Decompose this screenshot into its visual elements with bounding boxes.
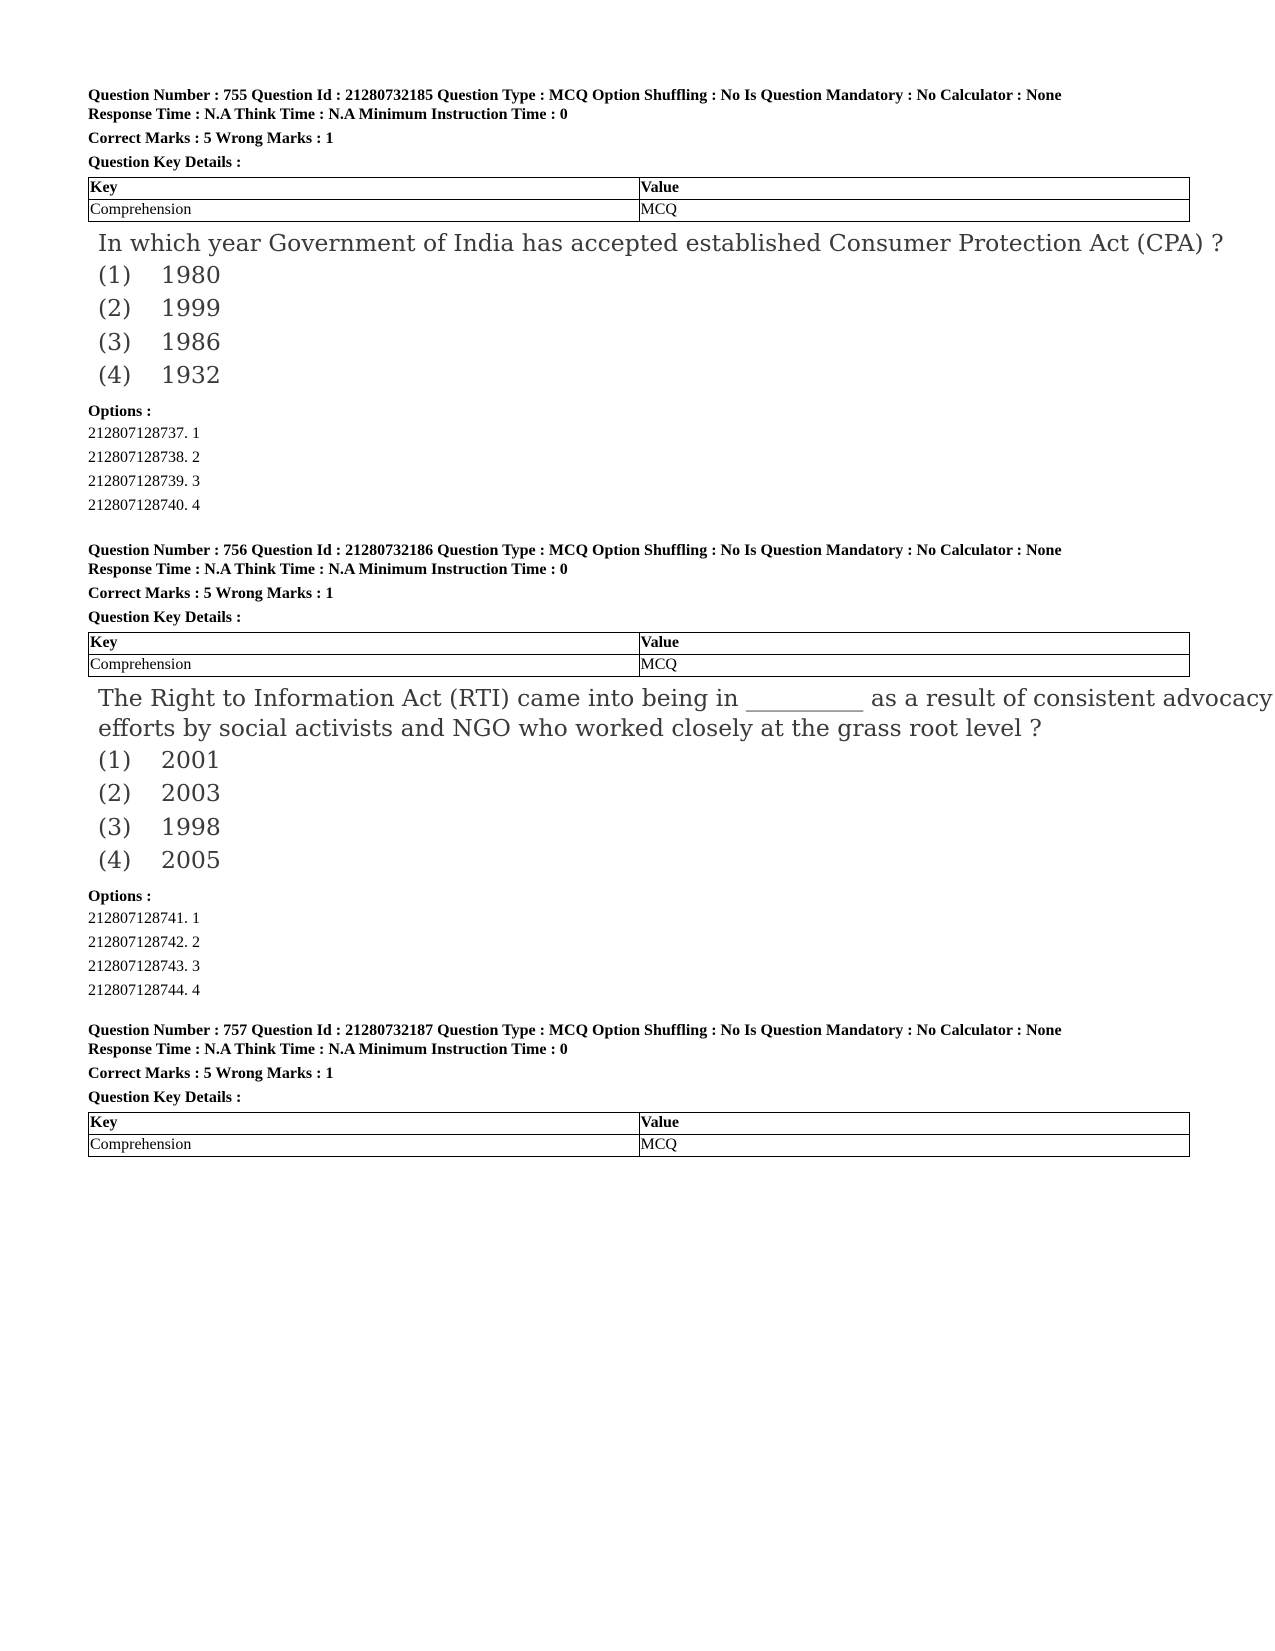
value-header: Value — [639, 178, 1190, 200]
question-meta-line-1: Question Number : 755 Question Id : 21280732185 Question Type : MCQ Option Shuffling : No Is Question Mandatory : No Calculator : None — [88, 87, 1062, 104]
choice-number: (3) — [98, 812, 132, 841]
table-row — [89, 655, 1190, 677]
option-id: 212807128737. 1 — [88, 425, 200, 442]
question-stem: In which year Government of India has accepted established Consumer Protection Act (CPA) ? — [98, 229, 1224, 257]
key-cell: Comprehension — [89, 1135, 640, 1157]
choice-text: 2005 — [161, 846, 221, 875]
question-meta — [88, 86, 1190, 124]
table-row — [89, 1135, 1190, 1157]
question-meta-line-2: Response Time : N.A Think Time : N.A Minimum Instruction Time : 0 — [88, 561, 568, 578]
question-meta — [88, 1021, 1190, 1059]
question-meta-line-2: Response Time : N.A Think Time : N.A Minimum Instruction Time : 0 — [88, 106, 568, 123]
question-image — [88, 683, 1273, 877]
option-id: 212807128741. 1 — [88, 910, 200, 927]
key-header: Key — [89, 178, 640, 200]
question-block-756 — [88, 541, 1273, 1003]
value-cell: MCQ — [639, 1135, 1190, 1157]
choice-1 — [98, 743, 1190, 777]
choice-number: (4) — [98, 846, 132, 875]
option-id: 212807128738. 2 — [88, 449, 200, 466]
choice-number: (1) — [98, 745, 132, 774]
choice-2 — [98, 292, 1190, 326]
choice-number: (3) — [98, 327, 132, 356]
choice-1 — [98, 258, 1190, 292]
key-details-label: Question Key Details : — [88, 154, 242, 171]
choice-4 — [98, 359, 1190, 393]
choice-number: (4) — [98, 361, 132, 390]
choice-text: 1932 — [161, 361, 221, 390]
question-image — [88, 228, 1224, 392]
table-header-row — [89, 633, 1190, 655]
option-id: 212807128739. 3 — [88, 473, 200, 490]
options-label: Options : — [88, 888, 152, 905]
question-meta — [88, 541, 1190, 579]
choice-3 — [98, 810, 1190, 844]
value-cell: MCQ — [639, 200, 1190, 222]
question-meta-line-1: Question Number : 757 Question Id : 21280732187 Question Type : MCQ Option Shuffling : No Is Question Mandatory : No Calculator : None — [88, 1022, 1062, 1039]
key-cell: Comprehension — [89, 200, 640, 222]
question-block-755 — [88, 86, 1224, 518]
value-cell: MCQ — [639, 655, 1190, 677]
choice-3 — [98, 325, 1190, 359]
choice-number: (1) — [98, 260, 132, 289]
question-meta-line-1: Question Number : 756 Question Id : 21280732186 Question Type : MCQ Option Shuffling : No Is Question Mandatory : No Calculator : None — [88, 542, 1062, 559]
key-details-table — [88, 177, 1190, 222]
marks-line: Correct Marks : 5 Wrong Marks : 1 — [88, 585, 334, 602]
choice-text: 1999 — [161, 294, 221, 323]
choice-4 — [98, 844, 1190, 878]
option-id: 212807128742. 2 — [88, 934, 200, 951]
key-header: Key — [89, 1113, 640, 1135]
choice-2 — [98, 777, 1190, 811]
key-cell: Comprehension — [89, 655, 640, 677]
question-stem-line-2: efforts by social activists and NGO who worked closely at the grass root level ? — [98, 714, 1042, 742]
choice-text: 2003 — [161, 779, 221, 808]
table-header-row — [89, 178, 1190, 200]
value-header: Value — [639, 633, 1190, 655]
choice-text: 1998 — [161, 812, 221, 841]
key-details-table — [88, 1112, 1190, 1157]
marks-line: Correct Marks : 5 Wrong Marks : 1 — [88, 130, 334, 147]
table-header-row — [89, 1113, 1190, 1135]
choice-text: 2001 — [161, 745, 221, 774]
table-row — [89, 200, 1190, 222]
marks-line: Correct Marks : 5 Wrong Marks : 1 — [88, 1065, 334, 1082]
option-id: 212807128740. 4 — [88, 497, 200, 514]
choice-text: 1980 — [161, 260, 221, 289]
value-header: Value — [639, 1113, 1190, 1135]
option-id: 212807128744. 4 — [88, 982, 200, 999]
question-stem-line-1: The Right to Information Act (RTI) came into being in __________ as a result of consistent advocacy — [98, 684, 1273, 712]
key-details-label: Question Key Details : — [88, 1089, 242, 1106]
choice-text: 1986 — [161, 327, 221, 356]
option-id: 212807128743. 3 — [88, 958, 200, 975]
choice-number: (2) — [98, 294, 132, 323]
key-header: Key — [89, 633, 640, 655]
question-block-757 — [88, 1021, 1190, 1157]
key-details-label: Question Key Details : — [88, 609, 242, 626]
options-label: Options : — [88, 403, 152, 420]
question-meta-line-2: Response Time : N.A Think Time : N.A Minimum Instruction Time : 0 — [88, 1041, 568, 1058]
key-details-table — [88, 632, 1190, 677]
choice-number: (2) — [98, 779, 132, 808]
